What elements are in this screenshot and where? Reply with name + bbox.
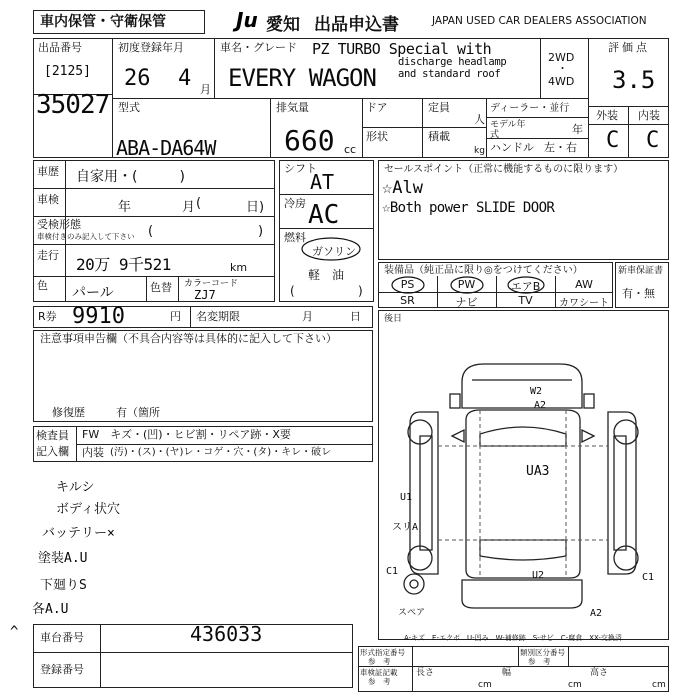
interior-grade: C (646, 128, 660, 153)
received-label: 受検形態 (37, 218, 81, 231)
inspection-year-unit: 年 (118, 200, 132, 215)
inspection-paren: ( (196, 196, 202, 211)
load-label: 積載 (428, 130, 450, 143)
fuel-gasoline-circle (300, 236, 362, 262)
spare-label: スペア (398, 608, 426, 618)
mileage-unit: km (230, 261, 248, 274)
equip-tv: TV (518, 294, 533, 307)
inspector-label: 検査員 (36, 429, 69, 442)
car-name: EVERY WAGON (228, 64, 376, 92)
color-label: 色 (37, 279, 48, 292)
tax-day-unit: 日 (350, 310, 361, 323)
equip-sr: SR (400, 294, 415, 307)
model-year-unit: 年 (572, 123, 583, 136)
displacement-label: 排気量 (276, 101, 309, 114)
hand-note-4: 塗装A.U (38, 551, 88, 566)
hand-note-2: ボディ状穴 (56, 502, 120, 517)
fuel-diesel: 軽 油 (308, 268, 345, 282)
aircon-value: AC (308, 200, 340, 230)
load-unit: kg (474, 146, 485, 156)
aircon-label: 冷房 (284, 197, 306, 210)
equip-airbag: エアB (510, 280, 541, 293)
inspector-int-label: 内装 (82, 446, 104, 459)
mileage-value: 20万 9千521 (76, 255, 171, 274)
equipment-label: 装備品（純正品に限り◎をつけてください） (384, 265, 583, 276)
shift-label: シフト (284, 162, 317, 175)
cert-height-unit: cm (652, 680, 666, 690)
association-name: JAPAN USED CAR DEALERS ASSOCIATION (432, 15, 647, 27)
ju-logo: Ju (236, 8, 258, 32)
equip-ps: PS (400, 278, 415, 291)
registration-month: 4 (178, 66, 192, 91)
received-paren-open: ( (148, 224, 154, 239)
chassis-value: 436033 (190, 622, 263, 646)
damage-w2: W2 (530, 386, 543, 397)
fuel-paren-open: ( (290, 284, 295, 298)
hand-note-1: キルシ (56, 480, 95, 495)
registration-year: 26 (124, 66, 151, 91)
cert-width-unit: cm (568, 680, 582, 690)
recycle-value: 9910 (72, 304, 125, 329)
model-name-label: 車名・グレード (220, 41, 297, 54)
displacement-unit: cc (344, 143, 357, 156)
equipment-circles (378, 274, 568, 296)
color-value: パール (72, 285, 114, 301)
fuel-label: 燃料 (284, 231, 306, 244)
fuel-gasoline: ガソリン (312, 245, 356, 258)
selling-point-1: ☆Alw (382, 178, 423, 198)
warranty-label: 新車保証書 (618, 266, 664, 276)
rating-score: 3.5 (612, 66, 656, 94)
repair-value: 有（箇所 (116, 406, 160, 419)
rating-label: 評価点 (608, 41, 650, 54)
color-change-label: 色替 (150, 281, 172, 294)
equip-leather: カワシート (559, 298, 609, 309)
shift-value: AT (310, 170, 335, 194)
type-label: 型式 (118, 101, 140, 114)
form-label: 形状 (366, 130, 388, 143)
color-code-label: カラーコード (184, 279, 239, 289)
drive-dot: ・ (557, 62, 568, 75)
form-title: 出品申込書 (314, 15, 399, 35)
capacity-unit: 人 (474, 113, 485, 126)
history-value: 自家用・( ) (76, 169, 185, 185)
cert-type-label: 形式指定番号 (360, 648, 405, 657)
drive-4wd: 4WD (548, 75, 575, 88)
lot-label: 出品番号 (38, 41, 82, 54)
dealer-label: ディーラー・並行 (490, 103, 570, 114)
repair-label: 修復歴 (52, 406, 85, 419)
damage-c1-left: C1 (386, 566, 399, 577)
hand-note-5: 下廻りS (40, 578, 87, 593)
damage-sria: スリA (392, 522, 419, 533)
chassis-check-mark: ^ (10, 624, 19, 640)
exterior-grade: C (606, 128, 620, 153)
cert-type-ref: 参 考 (368, 657, 391, 666)
org-name: 愛知 (266, 15, 300, 35)
equip-pw: PW (457, 278, 476, 291)
equip-aw: AW (575, 278, 593, 291)
lot-number: 35027 (36, 90, 110, 120)
tax-label: 名変期限 (196, 310, 240, 323)
cert-height: 高さ (590, 668, 609, 678)
capacity-label: 定員 (428, 101, 450, 114)
recycle-label: R券 (38, 310, 57, 323)
exterior-grade-label: 外装 (596, 109, 618, 122)
cert-class-label: 類別区分番号 (520, 648, 565, 657)
cert-record-ref: 参 考 (368, 677, 391, 686)
type-value: ABA-DA64W (116, 136, 216, 160)
recycle-unit: 円 (170, 310, 181, 323)
displacement-value: 660 (284, 124, 335, 157)
cert-length: 長さ (416, 668, 435, 678)
drive-2wd: 2WD (548, 51, 575, 64)
damage-legend: A-キズ E-エクボ U-凹み W-補修跡 S-サビ C-腐食 XX-交換済 (404, 634, 622, 642)
hand-note-6: 各A.U (32, 602, 69, 617)
cert-width: 幅 (502, 668, 512, 678)
door-label: ドア (366, 101, 388, 114)
received-note: 車検付きのみ記入して下さい (37, 232, 135, 241)
damage-a2-bottom: A2 (590, 608, 603, 619)
damage-c1-right: C1 (642, 572, 655, 583)
mileage-label: 走行 (37, 249, 59, 262)
history-label: 車歴 (37, 165, 59, 178)
inspector-int-row: (汚)・(ス)・(ヤ)レ・コゲ・穴・(タ)・キレ・破レ (110, 447, 332, 458)
handle-label: ハンドル (490, 141, 534, 154)
inspection-label: 車検 (37, 193, 59, 206)
notes-label: 注意事項申告欄（不具合内容等は具体的に記入して下さい） (40, 332, 337, 345)
damage-a2-top: A2 (534, 400, 547, 411)
received-paren-close: ) (258, 224, 264, 239)
interior-grade-label: 内装 (638, 109, 660, 122)
inspector-fw-row: FW キズ・(凹)・ヒビ割・リペア跡・X要 (82, 428, 291, 441)
equip-navi: ナビ (455, 296, 478, 309)
car-damage-diagram (380, 350, 668, 610)
cert-length-unit: cm (478, 680, 492, 690)
damage-ua3: UA3 (526, 464, 550, 479)
damage-u2: U2 (532, 570, 545, 581)
registration-label: 初度登録年月 (118, 41, 184, 54)
hand-note-3: バッテリー× (42, 526, 115, 541)
registration-month-unit: 月 (200, 83, 211, 96)
registration-number-label: 登録番号 (40, 663, 84, 676)
color-code-value: ZJ7 (194, 288, 216, 302)
cert-class-ref: 参 考 (528, 657, 551, 666)
storage-label: 車内保管・守衛保管 (40, 14, 166, 30)
inspection-day-unit: 日) (246, 200, 265, 215)
tax-month-unit: 月 (302, 310, 313, 323)
chassis-label: 車台番号 (40, 631, 84, 644)
handle-options: 左・右 (544, 141, 577, 154)
grade-line-2: discharge headlamp (398, 56, 507, 68)
fuel-paren-close: ) (358, 284, 363, 298)
selling-points-label: セールスポイント（正常に機能するものに限ります） (384, 164, 624, 175)
damage-u1: U1 (400, 492, 413, 503)
grade-line-3: and standard roof (398, 68, 501, 80)
model-year-label: モデル年式 (490, 120, 526, 140)
inspection-month-unit: 月 (182, 200, 196, 215)
warranty-options: 有・無 (622, 287, 655, 300)
lot-bracket-number: [2125] (44, 64, 91, 79)
cert-record-label: 車検証記載 (360, 668, 398, 677)
inspector-entry-label: 記入欄 (36, 445, 69, 458)
grade-line-1: PZ TURBO Special with (312, 40, 492, 58)
later-label: 後日 (384, 314, 403, 324)
selling-point-2: ☆Both power SLIDE DOOR (382, 200, 555, 216)
